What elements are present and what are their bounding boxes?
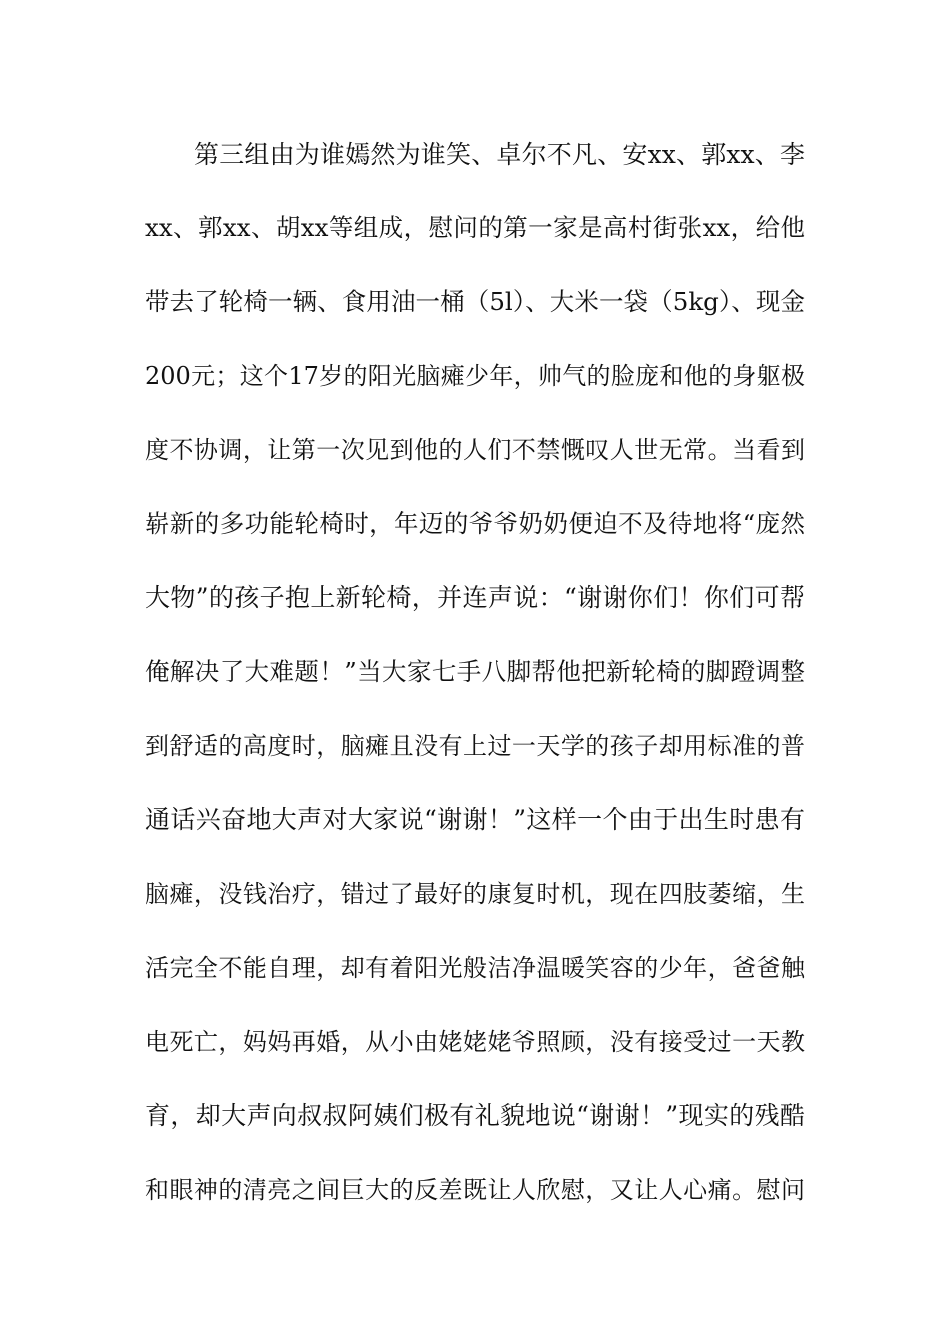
paragraph-line-15: 和眼神的清亮之间巨大的反差既让人欣慰，又让人心痛。慰问 — [145, 1176, 805, 1204]
paragraph-line-4: 200元；这个17岁的阳光脑瘫少年，帅气的脸庞和他的身躯极 — [145, 362, 805, 390]
paragraph-line-2: xx、郭xx、胡xx等组成，慰问的第一家是高村街张xx，给他 — [145, 213, 805, 242]
paragraph-line-11: 脑瘫，没钱治疗，错过了最好的康复时机，现在四肢萎缩，生 — [145, 880, 805, 908]
paragraph-line-1: 第三组由为谁嫣然为谁笑、卓尔不凡、安xx、郭xx、李 — [194, 140, 805, 169]
paragraph-line-8: 俺解决了大难题！”当大家七手八脚帮他把新轮椅的脚蹬调整 — [145, 657, 805, 686]
paragraph-line-13: 电死亡，妈妈再婚，从小由姥姥姥爷照顾，没有接受过一天教 — [145, 1028, 805, 1056]
paragraph-line-6: 崭新的多功能轮椅时，年迈的爷爷奶奶便迫不及待地将“庞然 — [145, 509, 805, 538]
paragraph-line-9: 到舒适的高度时，脑瘫且没有上过一天学的孩子却用标准的普 — [145, 732, 805, 760]
paragraph-line-7: 大物”的孩子抱上新轮椅，并连声说：“谢谢你们！你们可帮 — [145, 583, 805, 612]
paragraph-line-5: 度不协调，让第一次见到他的人们不禁慨叹人世无常。当看到 — [145, 436, 805, 464]
paragraph-line-14: 育，却大声向叔叔阿姨们极有礼貌地说“谢谢！”现实的残酷 — [145, 1101, 805, 1130]
paragraph-line-12: 活完全不能自理，却有着阳光般洁净温暖笑容的少年，爸爸触 — [145, 954, 805, 982]
paragraph-line-3: 带去了轮椅一辆、食用油一桶（5l）、大米一袋（5kg）、现金 — [145, 287, 805, 316]
paragraph-line-10: 通话兴奋地大声对大家说“谢谢！”这样一个由于出生时患有 — [145, 805, 805, 834]
